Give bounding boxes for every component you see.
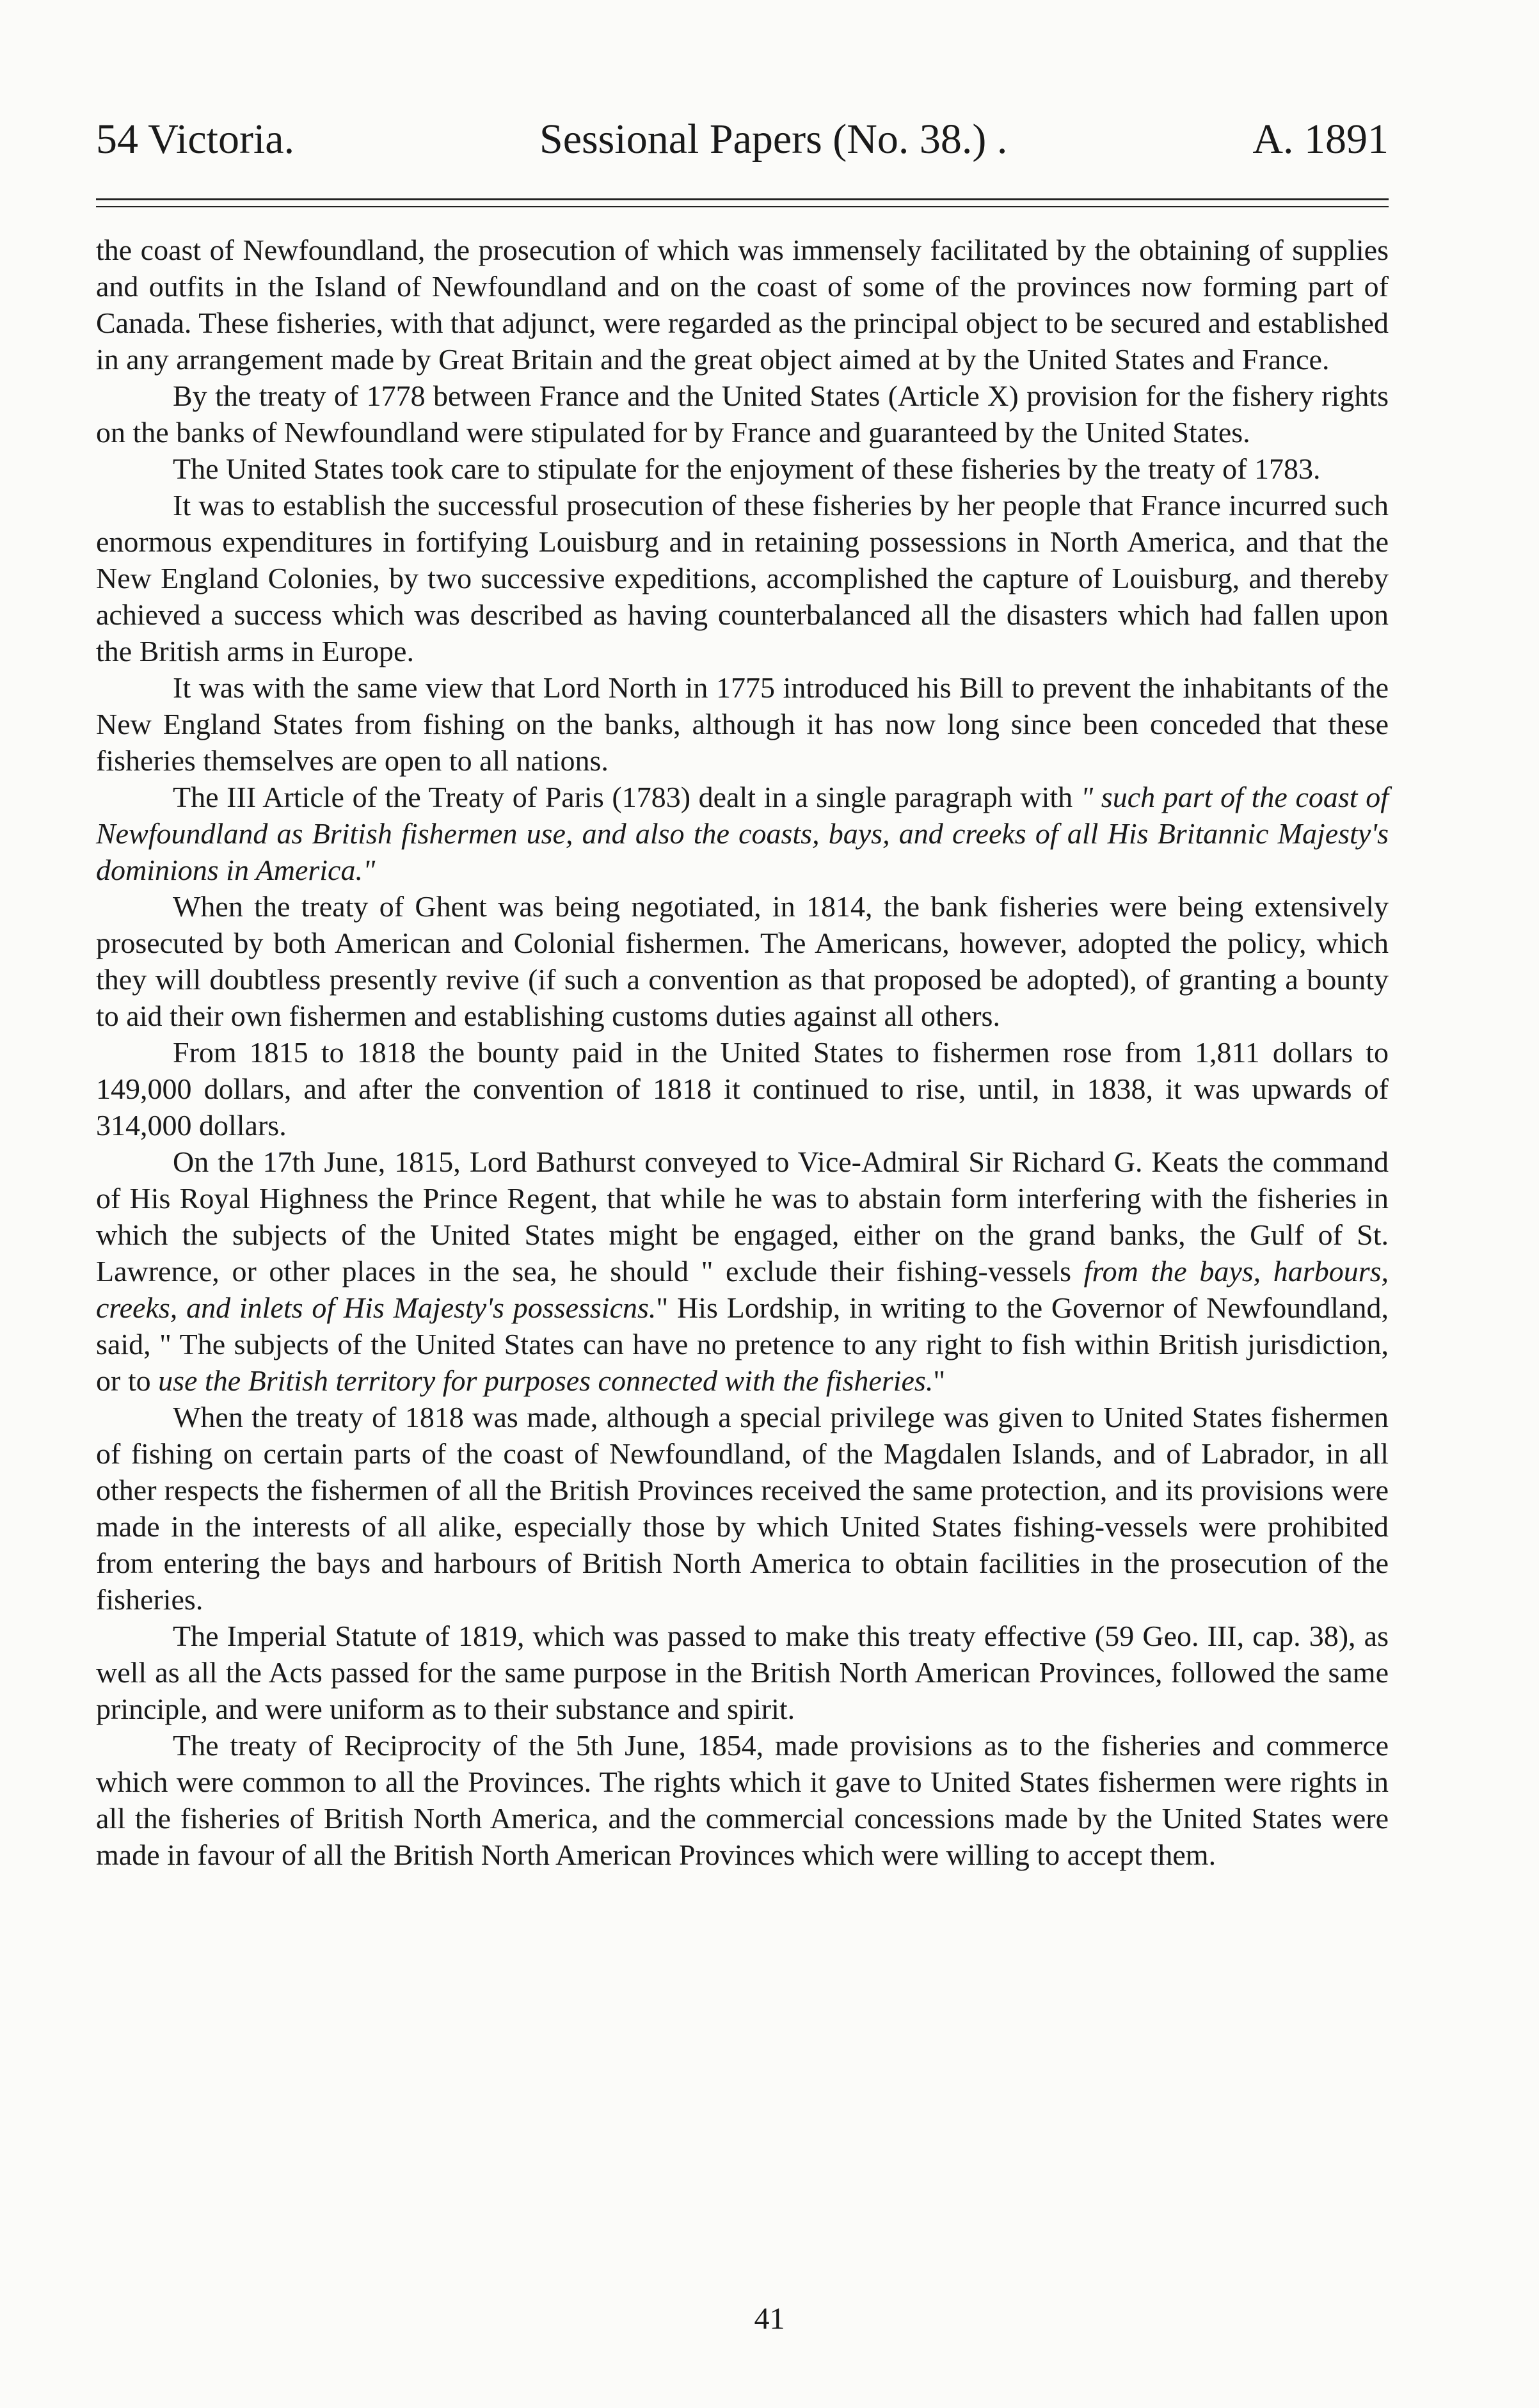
body-text bbox=[96, 232, 1389, 1873]
paragraph-9-text-c: " bbox=[933, 1364, 946, 1397]
paragraph-6-quote: " such part of the coast of Newfoundland as British fishermen use, and also the coasts, bays, and creeks of all His Britannic Majesty's dominions in America." bbox=[96, 781, 1389, 886]
paragraph-6-text: The III Article of the Treaty of Paris (1783) dealt in a single paragraph with bbox=[173, 781, 1081, 813]
paragraph-3: The United States took care to stipulate for the enjoyment of these fisheries by the treaty of 1783. bbox=[173, 452, 1321, 485]
header-title: Sessional Papers (No. 38.) . bbox=[539, 116, 1008, 163]
header-rule-bottom bbox=[96, 206, 1389, 207]
paragraph-8: From 1815 to 1818 the bounty paid in the United States to fishermen rose from 1,811 dollars to 149,000 dollars, and after the convention of 1818 it continued to rise, until, in 1838, it was upwards of 314,000 dollars. bbox=[96, 1036, 1389, 1142]
header-volume: 54 Victoria. bbox=[96, 116, 295, 163]
header-rule-top bbox=[96, 198, 1389, 200]
paragraph-12: The treaty of Reciprocity of the 5th June, 1854, made provisions as to the fisheries and commerce which were common to all the Provinces. The rights which it gave to United States fishermen were rights in all the fisheries of British North America, and the commercial concessions made by the United States were made in favour of all the British North American Provinces which were willing to accept them. bbox=[96, 1729, 1389, 1871]
header-year: A. 1891 bbox=[1252, 116, 1389, 163]
paragraph-9-text-a: On the 17th June, 1815, Lord Bathurst conveyed to Vice-Admiral Sir Richard G. Keats the command of His Royal Highness the Prince Regent, that while he was to abstain form interfering with the fisheries in which the subjects of the United States might be engaged, either on the grand banks, the Gulf of St. Lawrence, or other places in the sea, he should " exclude their fishing-vessels bbox=[96, 1145, 1389, 1288]
paragraph-11: The Imperial Statute of 1819, which was passed to make this treaty effective (59 Geo. III, cap. 38), as well as all the Acts passed for the same purpose in the British North American Provinces, followed the same principle, and were uniform as to their substance and spirit. bbox=[96, 1620, 1389, 1725]
paragraph-10: When the treaty of 1818 was made, although a special privilege was given to United States fishermen of fishing on certain parts of the coast of Newfoundland, of the Magdalen Islands, and of Labrador, in all other respects the fishermen of all the British Provinces received the same protection, and its provisions were made in the interests of all alike, especially those by which United States fishing-vessels were prohibited from entering the bays and harbours of British North America to obtain facilities in the prosecution of the fisheries. bbox=[96, 1401, 1389, 1616]
paragraph-2: By the treaty of 1778 between France and the United States (Article X) provision for the fishery rights on the banks of Newfoundland were stipulated for by France and guaranteed by the United States. bbox=[96, 379, 1389, 449]
paragraph-6 bbox=[96, 779, 1389, 888]
paragraph-9 bbox=[96, 1144, 1389, 1399]
page-number: 41 bbox=[754, 2302, 785, 2336]
paragraph-9-quote-b: use the British territory for purposes connected with the fisheries. bbox=[158, 1364, 934, 1397]
paragraph-9-quote-a: from the bays, harbours, creeks, and inlets of His Majesty's possessicns. bbox=[96, 1255, 1389, 1324]
paragraph-1: the coast of Newfoundland, the prosecution of which was immensely facilitated by the obtaining of supplies and outfits in the Island of Newfoundland and on the coast of some of the provinces now forming part of Canada. These fisheries, with that adjunct, were regarded as the principal object to be secured and established in any arrangement made by Great Britain and the great object aimed at by the United States and France. bbox=[96, 234, 1389, 376]
paragraph-7: When the treaty of Ghent was being negotiated, in 1814, the bank fisheries were being extensively prosecuted by both American and Colonial fishermen. The Americans, however, adopted the policy, which they will doubtless presently revive (if such a convention as that proposed be adopted), of granting a bounty to aid their own fishermen and establishing customs duties against all others. bbox=[96, 890, 1389, 1032]
paragraph-9-text-b: " His Lordship, in writing to the Governor of Newfoundland, said, " The subjects of the United States can have no pretence to any right to fish within British jurisdiction, or to bbox=[96, 1291, 1389, 1397]
running-header bbox=[96, 118, 1389, 161]
paragraph-5: It was with the same view that Lord North in 1775 introduced his Bill to prevent the inhabitants of the New England States from fishing on the banks, although it has now long since been conceded that these fisheries themselves are open to all nations. bbox=[96, 671, 1389, 777]
paragraph-4: It was to establish the successful prosecution of these fisheries by her people that France incurred such enormous expenditures in fortifying Louisburg and in retaining possessions in North America, and that the New England Colonies, by two successive expeditions, accomplished the capture of Louisburg, and thereby achieved a success which was described as having counterbalanced all the disasters which had fallen upon the British arms in Europe. bbox=[96, 489, 1389, 667]
